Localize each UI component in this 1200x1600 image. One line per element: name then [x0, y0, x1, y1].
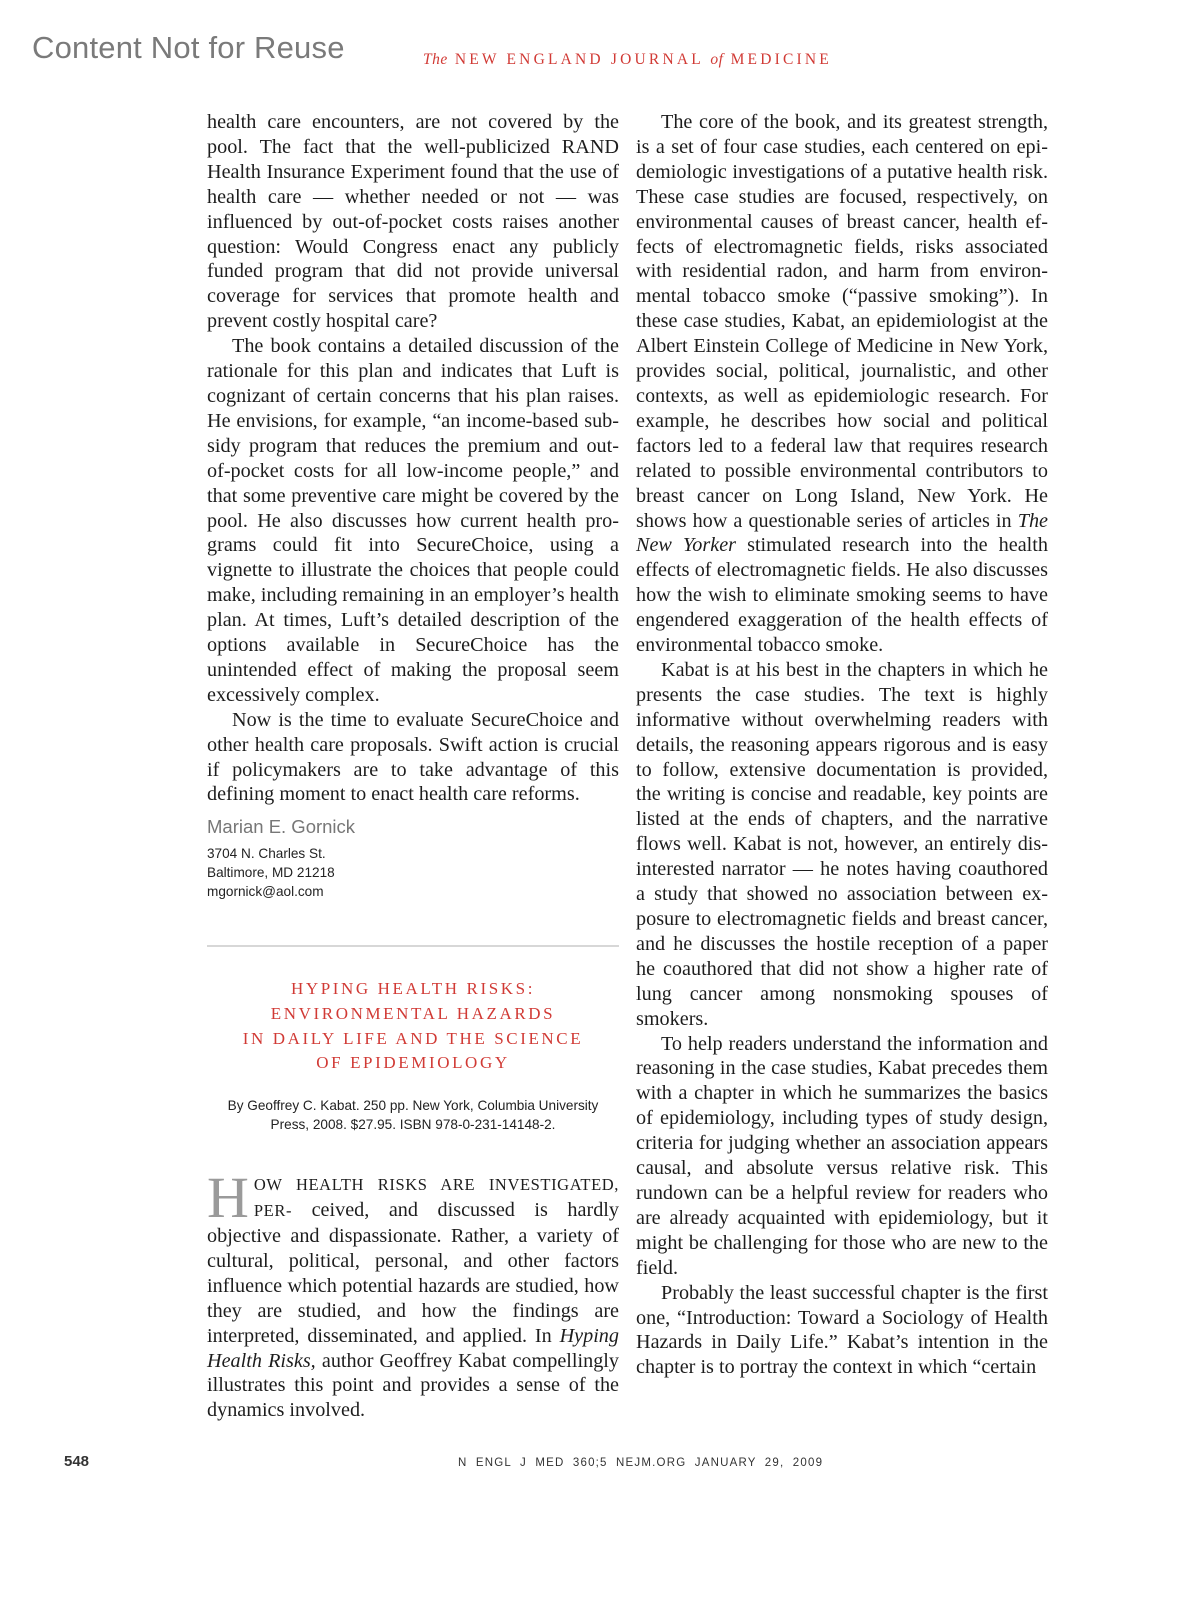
paragraph: Probably the least successful chapter is the first one, “Introduction: Toward a Sociology of Health Hazards in Daily Life.” Kabat’s intention in the chapter is to portray the context in which “certain [636, 1281, 1048, 1379]
paragraph: The book contains a detailed discussion of the rationale for this plan and indicates that Luft is cognizant of certain concerns that his plan raises. He envisions, for example, “an income-based subsidy program that reduces the premium and out-of-pocket costs for all low-income people,” and that some preventive care might be covered by the pool. He also discusses how current health programs could fit into SecureChoice, using a vignette to illustrate the choices that people could make, including remaining in an employer’s health plan. At times, Luft’s detailed description of the options available in SecureChoice has the unintended effect of making the proposal seem excessively complex. [207, 335, 619, 706]
book-title-line: OF EPIDEMIOLOGY [316, 1053, 510, 1073]
footer-citation: N ENGL J MED 360;5 NEJM.ORG JANUARY 29, 2009 [458, 1457, 824, 1469]
paragraph-text: author Geoffrey Kabat compellingly illustrates this point and provides a sense of the dynamics involved. [207, 1349, 619, 1422]
address-line: Baltimore, MD 21218 [207, 865, 335, 881]
drop-cap: H [207, 1165, 249, 1231]
paragraph: To help readers understand the information and reasoning in the case studies, Kabat precedes them with a chapter in which he summarizes the basics of epidemiology, including types of study design, criteria for judging whether an association appears causal, and absolute versus relative risk. This rundown can be a helpful review for readers who are already acquainted with epidemiology, but it might be challenging for those who are new to the field. [636, 1032, 1048, 1279]
book-title-line: IN DAILY LIFE AND THE SCIENCE [242, 1028, 584, 1048]
lead-in-caps: OW HEALTH RISKS ARE INVESTIGATED, PER- [253, 1175, 619, 1221]
journal-title-the: The [423, 51, 448, 68]
address-line: 3704 N. Charles St. [207, 846, 326, 862]
paragraph [207, 1165, 619, 1423]
paragraph-text: The core of the book, and its greatest strength, is a set of four case studies, each centered on epidemiologic investigations of a putative health risk. These case studies are focused, respectively, on environmental causes of breast cancer, health effects of electromagnetic fields, risks associated with residential radon, and harm from environmental tobacco smoke (“passive smoking”). In these case studies, Kabat, an epidemiologist at the Albert Einstein College of Medicine in New York, provides social, political, journalistic, and other contexts, as well as epidemiologic research. For example, he describes how social and political factors led to a federal law that requires research related to possible environmental contributors to breast cancer on Long Island, New York. He shows how a questionable series of articles in [636, 111, 1048, 532]
author-address [207, 844, 619, 901]
paragraph: Kabat is at his best in the chapters in which he presents the case studies. The text is highly informative without overwhelming readers with details, the reasoning appears rigorous and is easy to follow, extensive documentation is provided, the writing is concise and readable, key points are listed at the ends of chapters, and the narrative flows well. Kabat is not, however, an entirely disinterested narrator — he notes having coauthored a study that showed no association between exposure to electromagnetic fields and breast cancer, and he discusses the hostile reception of a paper he coauthored that did not show a higher rate of lung cancer among nonsmoking spouses of smokers. [636, 658, 1048, 1030]
book-title [207, 977, 619, 1076]
right-column [636, 110, 1048, 1380]
review-author-name: Marian E. Gornick [207, 816, 356, 838]
author-email: mgornick@aol.com [207, 884, 324, 900]
book-info [207, 1096, 619, 1134]
paragraph: Now is the time to evaluate SecureChoice and other health care proposals. Swift action is crucial if policymakers are to take advantage of this defining moment to enact health care reforms. [207, 708, 619, 806]
journal-title [423, 51, 832, 69]
watermark-text: Content Not for Reuse [32, 30, 345, 65]
book-title-line: ENVIRONMENTAL HAZARDS [270, 1004, 556, 1024]
magazine-title-italic: The New Yorker [636, 509, 1048, 557]
journal-title-part2: MEDICINE [730, 51, 832, 68]
page-number: 548 [64, 1453, 90, 1470]
paragraph [636, 110, 1048, 658]
paragraph-text: stimulated research into the health effects of electromagnetic fields. He also discusses how the wish to eliminate smoking seems to have engendered exaggeration of the health effects of environmental tobacco smoke. [636, 534, 1048, 657]
journal-title-part1: NEW ENGLAND JOURNAL [454, 51, 704, 68]
section-divider [207, 945, 619, 947]
book-title-italic: Hyping Health Risks, [207, 1324, 619, 1372]
paragraph: health care encounters, are not covered by the pool. The fact that the well-publicized RAND Health Insurance Experiment found that the use of health care — whether needed or not — was influenced by out-of-pocket costs raises another question: Would Congress enact any publicly funded program that did not provide universal coverage for services that promote health and prevent costly hospital care? [207, 111, 619, 333]
book-info-line: Press, 2008. $27.95. ISBN 978-0-231-14148-2. [270, 1117, 556, 1133]
left-column [207, 110, 619, 1423]
journal-title-of: of [710, 51, 724, 68]
book-info-line: By Geoffrey C. Kabat. 250 pp. New York, Columbia University [227, 1098, 599, 1114]
book-title-line: HYPING HEALTH RISKS: [290, 979, 536, 999]
paragraph-text: ceived, and discussed is hardly objective and dispassionate. Rather, a variety of cultural, political, personal, and other factors influence which potential hazards are studied, how they are studied, and how the findings are interpreted, disseminated, and applied. In [207, 1199, 619, 1347]
